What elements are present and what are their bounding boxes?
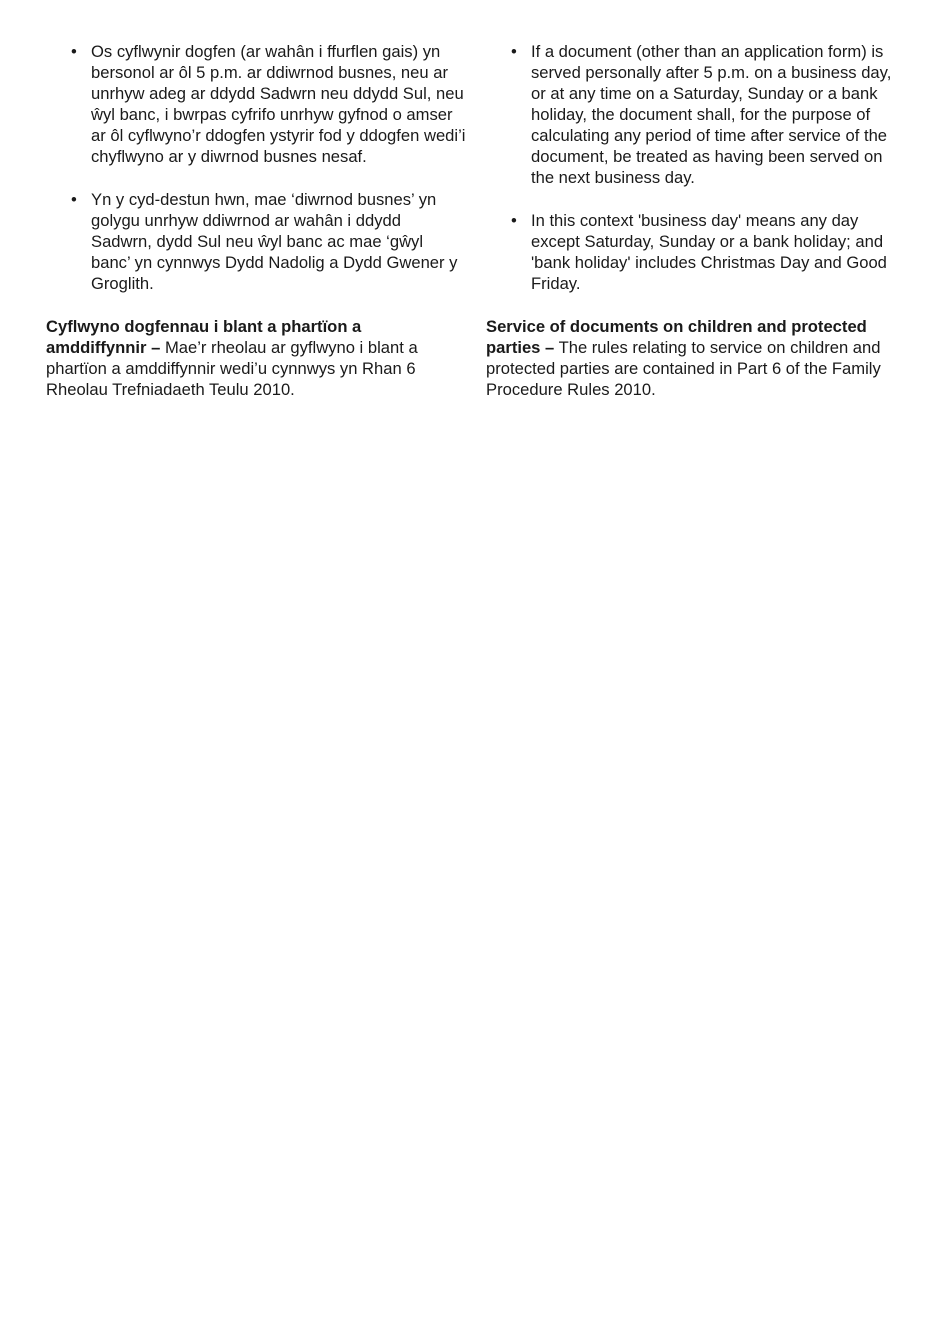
welsh-section-heading: Cyflwyno dogfennau i blant a phartïon a amddiffynnir – (46, 317, 362, 357)
english-section-heading: Service of documents on children and protected parties – (486, 317, 867, 357)
english-bullet-item (486, 41, 908, 188)
english-service-section (486, 316, 908, 400)
welsh-bullet-item (46, 41, 466, 167)
english-bullet-text: In this context 'business day' means any day except Saturday, Sunday or a bank holiday; and 'bank holiday' includes Christmas Day and Good Friday. (531, 211, 887, 293)
bullet-icon: • (71, 42, 77, 61)
welsh-column (46, 41, 466, 417)
bullet-icon: • (511, 211, 517, 230)
welsh-bullet-item (46, 189, 466, 294)
english-bullet-list (486, 41, 908, 294)
english-section-body: The rules relating to service on children and protected parties are contained in Part 6 of the Family Procedure Rules 2010. (486, 338, 881, 399)
english-bullet-item (486, 210, 908, 294)
english-bullet-text: If a document (other than an application form) is served personally after 5 p.m. on a business day, or at any time on a Saturday, Sunday or a bank holiday, the document shall, for the purpose of calculating any period of time after service of the document, be treated as having been served on the next business day. (531, 42, 892, 187)
welsh-section-body: Mae’r rheolau ar gyflwyno i blant a phartïon a amddiffynnir wedi’u cynnwys yn Rhan 6 Rheolau Trefniadaeth Teulu 2010. (46, 338, 418, 399)
english-column (486, 41, 908, 417)
welsh-bullet-text: Yn y cyd-destun hwn, mae ‘diwrnod busnes’ yn golygu unrhyw ddiwrnod ar wahân i ddydd Sadwrn, dydd Sul neu ŵyl banc ac mae ‘gŵyl banc’ yn cynnwys Dydd Nadolig a Dydd Gwener y Groglith. (91, 190, 458, 293)
bullet-icon: • (71, 190, 77, 209)
welsh-service-section (46, 316, 466, 400)
welsh-bullet-list (46, 41, 466, 294)
bullet-icon: • (511, 42, 517, 61)
welsh-bullet-text: Os cyflwynir dogfen (ar wahân i ffurflen gais) yn bersonol ar ôl 5 p.m. ar ddiwrnod busnes, neu ar unrhyw adeg ar ddydd Sadwrn neu ddydd Sul, neu ŵyl banc, i bwrpas cyfrifo unrhyw gyfnod o amser ar ôl cyflwyno’r ddogfen ystyrir fod y ddogfen wedi’i chyflwyno ar y diwrnod busnes nesaf. (91, 42, 466, 166)
